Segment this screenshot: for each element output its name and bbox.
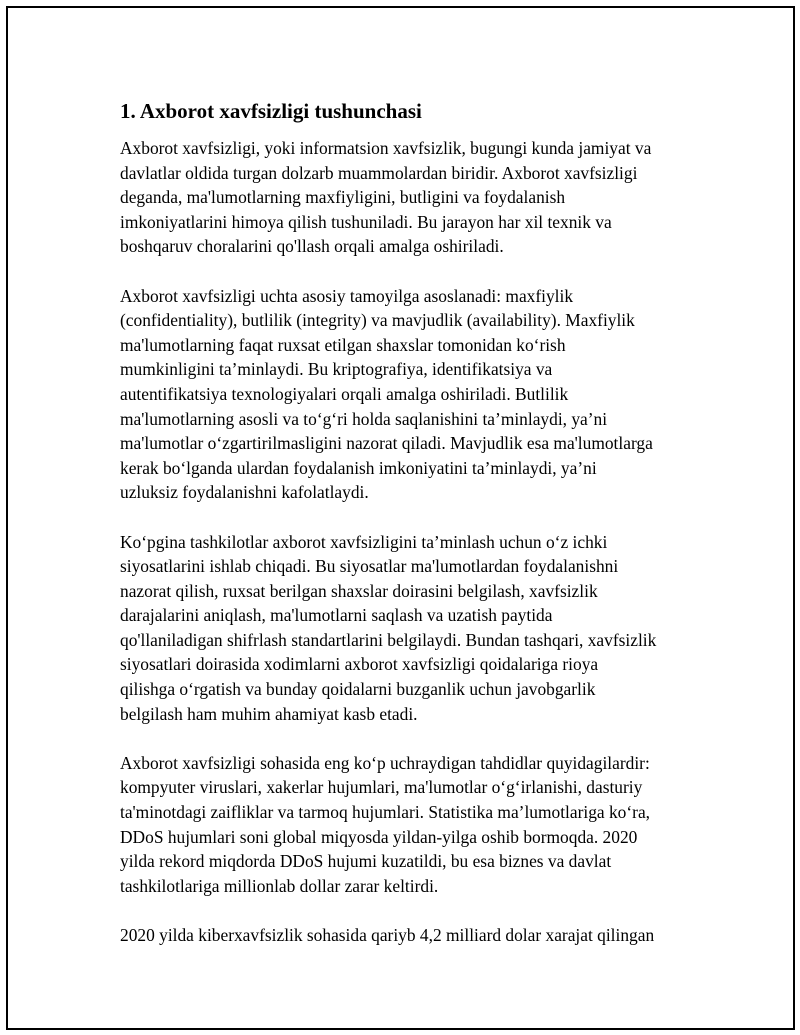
- text-line: ma'lumotlarning asosli va to‘g‘ri holda saqlanishini ta’minlaydi, ya’ni: [120, 408, 608, 429]
- text-line: uzluksiz foydalanishni kafolatlaydi.: [120, 482, 369, 503]
- text-line: (confidentiality), butlilik (integrity) va mavjudlik (availability). Maxfiylik: [120, 310, 635, 331]
- text-line: ma'lumotlarning faqat ruxsat etilgan shaxslar tomonidan ko‘rish: [120, 334, 566, 355]
- text-line: ma'lumotlar o‘zgartirilmasligini nazorat qiladi. Mavjudlik esa ma'lumotlarga: [120, 433, 653, 454]
- paragraph-spending: [120, 923, 700, 948]
- text-line: boshqaruv choralarini qo'llash orqali amalga oshiriladi.: [120, 236, 504, 257]
- text-line: yilda rekord miqdorda DDoS hujumi kuzatildi, bu esa biznes va davlat: [120, 851, 612, 872]
- page-frame: [6, 6, 795, 1030]
- text-line: darajalarini aniqlash, ma'lumotlarni saqlash va uzatish paytida: [120, 605, 553, 626]
- document-body: [120, 98, 700, 948]
- text-line: kerak bo‘lganda ulardan foydalanish imkoniyatini ta’minlaydi, ya’ni: [120, 457, 597, 478]
- text-line: Ko‘pgina tashkilotlar axborot xavfsizligini ta’minlash uchun o‘z ichki: [120, 531, 608, 552]
- text-line: 2020 yilda kiberxavfsizlik sohasida qariyb 4,2 milliard dolar xarajat qilingan: [120, 925, 655, 945]
- text-line: Axborot xavfsizligi, yoki informatsion xavfsizlik, bugungi kunda jamiyat va: [120, 138, 652, 158]
- text-line: DDoS hujumlari soni global miqyosda yildan-yilga oshib bormoqda. 2020: [120, 826, 638, 847]
- text-line: qilishga o‘rgatish va bunday qoidalarni buzganlik uchun javobgarlik: [120, 679, 596, 700]
- text-line: siyosatlari doirasida xodimlarni axborot xavfsizligi qoidalariga rioya: [120, 654, 599, 675]
- text-line: ta'minotdagi zaifliklar va tarmoq hujumlari. Statistika ma’lumotlariga ko‘ra,: [120, 802, 651, 823]
- text-line: imkoniyatlarini himoya qilish tushuniladi. Bu jarayon har xil texnik va: [120, 211, 612, 232]
- text-line: siyosatlarini ishlab chiqadi. Bu siyosatlar ma'lumotlardan foydalanishni: [120, 556, 619, 577]
- section-heading: 1. Axborot xavfsizligi tushunchasi: [120, 99, 422, 123]
- text-line: qo'llaniladigan shifrlash standartlarini belgilaydi. Bundan tashqari, xavfsizlik: [120, 629, 657, 650]
- text-line: Axborot xavfsizligi uchta asosiy tamoyilga asoslanadi: maxfiylik: [120, 285, 574, 306]
- paragraph-principles: [120, 284, 700, 505]
- text-line: davlatlar oldida turgan dolzarb muammolardan biridir. Axborot xavfsizligi: [120, 162, 638, 183]
- paragraph-intro: [120, 136, 700, 259]
- paragraph-policies: [120, 530, 700, 727]
- text-line: belgilash ham muhim ahamiyat kasb etadi.: [120, 703, 418, 724]
- paragraph-threats: [120, 751, 700, 899]
- text-line: nazorat qilish, ruxsat berilgan shaxslar doirasini belgilash, xavfsizlik: [120, 580, 598, 601]
- text-line: autentifikatsiya texnologiyalari orqali amalga oshiriladi. Butlilik: [120, 383, 569, 404]
- text-line: mumkinligini ta’minlaydi. Bu kriptografiya, identifikatsiya va: [120, 359, 553, 380]
- text-line: kompyuter viruslari, xakerlar hujumlari, ma'lumotlar o‘g‘irlanishi, dasturiy: [120, 777, 643, 798]
- text-line: deganda, ma'lumotlarning maxfiyligini, butligini va foydalanish: [120, 187, 566, 208]
- text-line: Axborot xavfsizligi sohasida eng ko‘p uchraydigan tahdidlar quyidagilardir:: [120, 752, 650, 773]
- text-line: tashkilotlariga millionlab dollar zarar keltirdi.: [120, 875, 439, 896]
